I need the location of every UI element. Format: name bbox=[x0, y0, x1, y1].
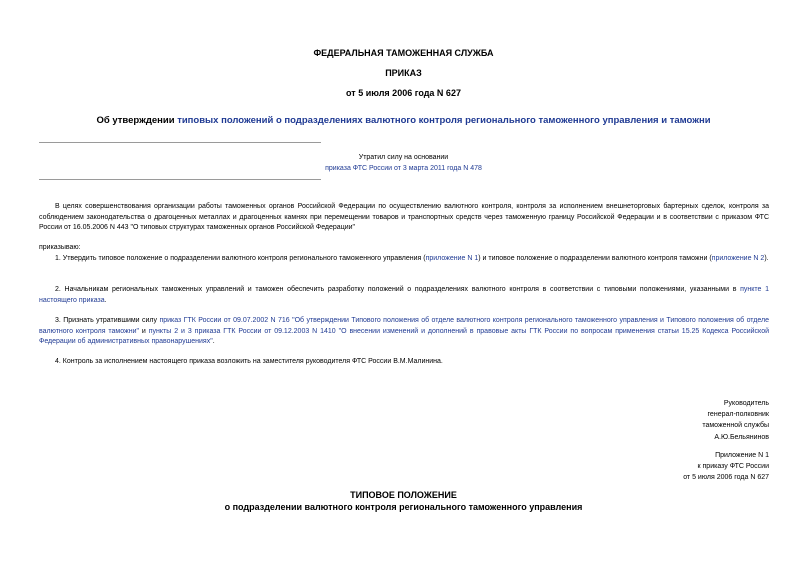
item-1-text-b: ) и типовое положение о подразделении валютного контроля таможни ( bbox=[478, 255, 712, 262]
section-subtitle: о подразделении валютного контроля регионального таможенного управления bbox=[224, 502, 583, 512]
item-2-link-point-1[interactable]: пункте 1 настоящего приказа bbox=[39, 286, 769, 304]
divider-bottom bbox=[39, 179, 321, 180]
document-date: от 5 июля 2006 года N 627 bbox=[346, 88, 461, 98]
document-type: ПРИКАЗ bbox=[385, 68, 422, 78]
item-3-text-c: . bbox=[212, 338, 215, 345]
signature-block bbox=[702, 398, 769, 443]
item-1-link-appendix-1[interactable]: приложение N 1 bbox=[425, 255, 479, 262]
title-prefix: Об утверждении bbox=[96, 115, 178, 126]
item-1-link-appendix-2[interactable]: приложение N 2 bbox=[711, 255, 765, 262]
item-1-text-a: 1. Утвердить типовое положение о подразделении валютного контроля регионального таможенного управления ( bbox=[55, 255, 426, 262]
item-3-link-order-716[interactable]: приказ ГТК России от 09.07.2002 N 716 "Об утверждении Типового положения об отделе валютного контроля регионального таможенного управления и Типового положения об отделе валютного контроля таможни" bbox=[39, 317, 770, 335]
section-title: ТИПОВОЕ ПОЛОЖЕНИЕ bbox=[350, 490, 457, 500]
order-word: приказываю: bbox=[39, 244, 81, 251]
status-line: Утратил силу на основании bbox=[358, 154, 449, 161]
signature-position: Руководитель bbox=[723, 400, 769, 407]
signature-rank: генерал-полковник bbox=[707, 411, 769, 419]
agency-name: ФЕДЕРАЛЬНАЯ ТАМОЖЕННАЯ СЛУЖБА bbox=[313, 48, 494, 58]
title-link[interactable]: типовых положений о подразделениях валютного контроля регионального таможенного управления и таможни bbox=[177, 115, 711, 126]
item-3-text-a: 3. Признать утратившими силу bbox=[55, 317, 158, 324]
item-3 bbox=[39, 316, 769, 348]
item-2 bbox=[39, 285, 769, 306]
status-link[interactable]: приказа ФТС России от 3 марта 2011 года N 478 bbox=[325, 165, 482, 172]
appendix-block bbox=[683, 450, 769, 484]
preamble-paragraph: В целях совершенствования организации работы таможенных органов Российской Федерации по осуществлению валютного контроля, контроля за исполнением внешнеторговых бартерных сделок, контроля за соблюдением законодательства о драгоценных металлах и драгоценных камнях при перемещении товаров и транспортных средств через таможенную границу Российской Федерации и в соответствии с приказом ФТС России от 16.05.2006 N 443 "О типовых структурах таможенных органов Российской Федерации" bbox=[39, 203, 769, 231]
item-1-text-c: ). bbox=[764, 255, 769, 262]
appendix-date: от 5 июля 2006 года N 627 bbox=[683, 474, 769, 482]
divider-top bbox=[39, 142, 321, 143]
item-1 bbox=[39, 254, 769, 265]
appendix-number: Приложение N 1 bbox=[715, 452, 769, 459]
signature-service: таможенной службы bbox=[702, 422, 769, 430]
item-2-text-a: 2. Начальникам региональных таможенных управлений и таможен обеспечить разработку положений о подразделениях валютного контроля в соответствии с типовыми положениями, указанными в bbox=[55, 286, 741, 293]
item-3-text-b: и bbox=[139, 327, 149, 335]
document-title bbox=[0, 115, 807, 126]
item-3-link-order-1410[interactable]: пункты 2 и 3 приказа ГТК России от 09.12.2003 N 1410 "О внесении изменений и дополнений в правовые акты ГТК России по вопросам применения статьи 15.25 Кодекса Российской Федерации об административных правонарушениях" bbox=[39, 327, 769, 345]
item-2-text-b: . bbox=[104, 296, 107, 304]
appendix-reference: к приказу ФТС России bbox=[697, 463, 769, 471]
item-4: 4. Контроль за исполнением настоящего приказа возложить на заместителя руководителя ФТС России В.М.Малинина. bbox=[55, 358, 443, 365]
signature-name: А.Ю.Бельянинов bbox=[714, 433, 769, 441]
